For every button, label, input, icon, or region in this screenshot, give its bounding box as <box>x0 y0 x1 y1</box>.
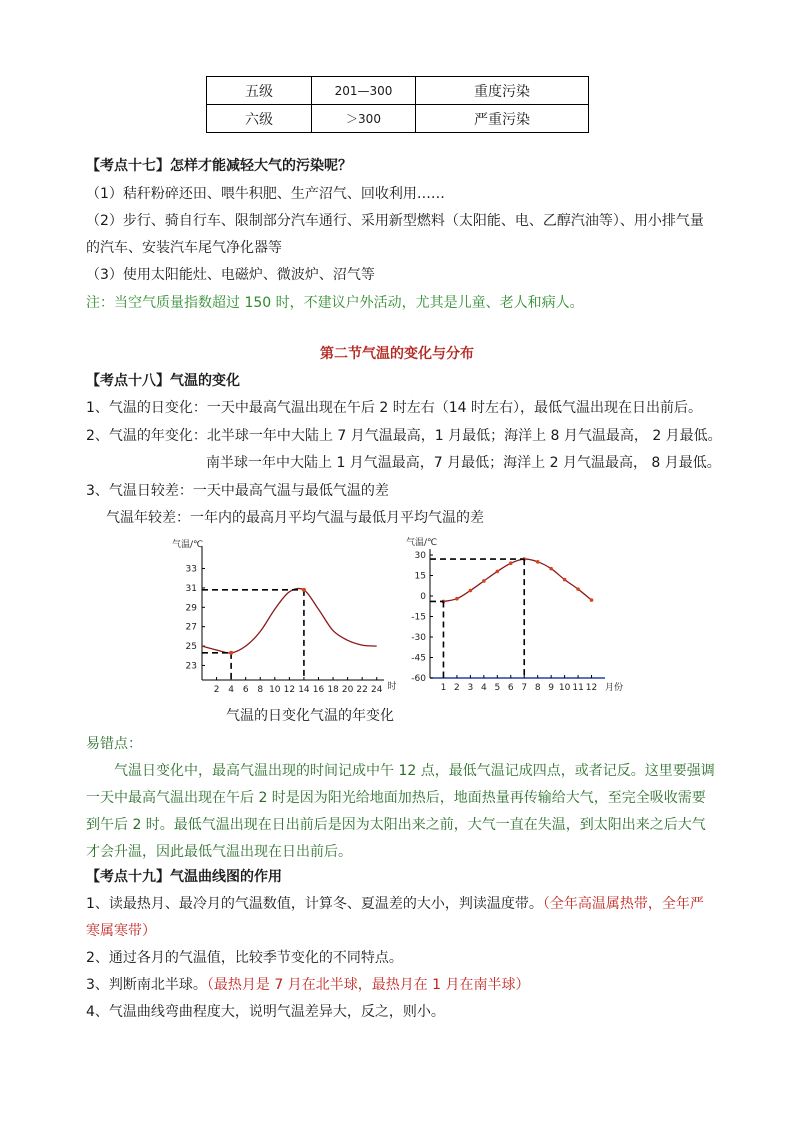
y-tick-label: 27 <box>185 622 197 633</box>
data-point <box>549 567 553 571</box>
x-tick-label: 8 <box>534 683 541 693</box>
k19-line3-note: （最热月是 7 月在北半球，最热月在 1 月在南半球） <box>206 977 530 993</box>
daily-temperature-chart <box>170 532 410 700</box>
y-tick-label: 23 <box>185 661 197 672</box>
annual-temperature-chart <box>400 532 630 700</box>
table-cell: 严重污染 <box>416 105 589 133</box>
x-tick-label: 9 <box>548 683 555 693</box>
y-tick-label: 25 <box>185 642 197 653</box>
x-axis-label: 月份 <box>604 683 624 693</box>
y-axis-label: 气温/℃ <box>406 538 438 548</box>
max-point <box>302 588 306 592</box>
k17-note: 注：当空气质量指数超过 150 时，不建议户外活动，尤其是儿童、老人和病人。 <box>86 295 584 311</box>
temperature-curve <box>444 559 592 601</box>
data-point <box>536 560 540 564</box>
k19-heading: 【考点十九】气温曲线图的作用 <box>86 869 282 885</box>
x-tick-label: 14 <box>298 685 310 695</box>
table-cell: ＞300 <box>312 105 416 133</box>
x-tick-label: 12 <box>283 685 296 695</box>
k18-line3: 南半球一年中大陆上 1 月气温最高，7 月最低；海洋上 2 月气温最高， 8 月最低。 <box>206 455 721 471</box>
x-tick-label: 24 <box>370 685 383 695</box>
k17-heading: 【考点十七】怎样才能减轻大气的污染呢？ <box>86 158 352 174</box>
min-point <box>229 651 233 655</box>
k19-line1-main: 1、读最热月、最冷月的气温数值，计算冬、夏温差的大小，判读温度带。 <box>86 896 543 912</box>
x-tick-label: 2 <box>213 685 220 695</box>
x-tick-label: 8 <box>257 685 264 695</box>
temperature-curve <box>202 588 377 653</box>
x-tick-label: 22 <box>356 685 368 695</box>
x-tick-label: 12 <box>585 683 598 693</box>
data-point <box>576 587 580 591</box>
x-tick-label: 10 <box>558 683 571 693</box>
x-tick-label: 6 <box>507 683 514 693</box>
x-tick-label: 18 <box>327 685 339 695</box>
section-title: 第二节气温的变化与分布 <box>320 346 474 362</box>
k19-line1 <box>86 894 704 914</box>
x-tick-label: 4 <box>480 683 487 693</box>
x-tick-label: 11 <box>572 683 584 693</box>
chart-caption: 气温的日变化气温的年变化 <box>226 708 394 724</box>
y-tick-label: -30 <box>411 633 426 643</box>
x-axis-label: 时 <box>387 682 397 692</box>
k18-line5: 气温年较差：一年内的最高月平均气温与最低月平均气温的差 <box>106 510 484 526</box>
k17-item3: （3）使用太阳能灶、电磁炉、微波炉、沼气等 <box>86 267 375 283</box>
k17-item1: （1）秸秆粉碎还田、喂牛积肥、生产沼气、回收利用…… <box>86 186 445 202</box>
data-point <box>496 570 500 574</box>
k19-line1-cont: 寒属寒带） <box>86 923 156 939</box>
data-point <box>590 598 594 602</box>
yicuo-p3: 到午后 2 时。最低气温出现在日出前后是因为太阳出来之前，大气一直在失温，到太阳出来之后大气 <box>86 817 706 833</box>
y-tick-label: 29 <box>185 603 197 614</box>
y-tick-label: 31 <box>185 583 197 594</box>
x-tick-label: 1 <box>440 683 447 693</box>
x-tick-label: 20 <box>341 685 354 695</box>
data-point <box>469 589 473 593</box>
data-point <box>482 579 486 583</box>
x-tick-label: 6 <box>242 685 249 695</box>
k19-line2: 2、通过各月的气温值，比较季节变化的不同特点。 <box>86 950 403 966</box>
data-point <box>455 597 459 601</box>
yicuo-p2: 一天中最高气温出现在午后 2 时是因为阳光给地面加热后，地面热量再传输给大气，至完全吸收需要 <box>86 790 706 806</box>
air-quality-table <box>206 76 589 133</box>
table-cell: 201—300 <box>312 77 416 105</box>
yicuo-heading: 易错点： <box>86 736 142 752</box>
table-row <box>207 105 589 133</box>
y-axis-label: 气温/℃ <box>172 540 204 550</box>
y-tick-label: 15 <box>414 571 426 582</box>
table-cell: 重度污染 <box>416 77 589 105</box>
x-tick-label: 7 <box>521 683 528 693</box>
y-tick-label: -60 <box>411 674 426 684</box>
y-tick-label: 30 <box>414 551 426 561</box>
y-tick-label: 33 <box>185 564 197 575</box>
k19-line3-main: 3、判断南北半球。 <box>86 977 207 993</box>
x-tick-label: 16 <box>312 685 325 695</box>
yicuo-p4: 才会升温，因此最低气温出现在日出前后。 <box>86 844 352 860</box>
k17-item2b: 的汽车、安装汽车尾气净化器等 <box>86 240 282 256</box>
k18-line1: 1、气温的日变化：一天中最高气温出现在午后 2 时左右（14 时左右），最低气温出现在日出前后。 <box>86 400 702 416</box>
x-tick-label: 2 <box>454 683 460 693</box>
k18-heading: 【考点十八】气温的变化 <box>86 373 240 389</box>
data-point <box>563 578 567 582</box>
x-tick-label: 3 <box>467 683 474 693</box>
x-tick-label: 5 <box>494 683 501 693</box>
table-cell: 六级 <box>207 105 312 133</box>
x-tick-label: 10 <box>269 685 281 695</box>
k19-line1-note: （全年高温属热带，全年严 <box>542 896 704 912</box>
x-tick-label: 4 <box>228 685 234 695</box>
y-tick-label: -15 <box>411 612 426 623</box>
k19-line4: 4、气温曲线弯曲程度大，说明气温差异大，反之，则小。 <box>86 1004 445 1020</box>
data-point <box>509 561 513 565</box>
k19-line3 <box>86 975 530 995</box>
y-tick-label: -45 <box>411 653 426 664</box>
k18-line4: 3、气温日较差：一天中最高气温与最低气温的差 <box>86 483 389 499</box>
table-cell: 五级 <box>207 77 312 105</box>
k17-item2a: （2）步行、骑自行车、限制部分汽车通行、采用新型燃料（太阳能、电、乙醇汽油等）、用小排气量 <box>86 213 704 229</box>
table-row <box>207 77 589 105</box>
k18-line2: 2、气温的年变化：北半球一年中大陆上 7 月气温最高，1 月最低；海洋上 8 月气温最高， 2 月最低。 <box>86 428 722 444</box>
y-tick-label: 0 <box>420 592 426 602</box>
yicuo-p1: 气温日变化中，最高气温出现的时间记成中午 12 点，最低气温记成四点，或者记反。这里要强调 <box>114 763 715 779</box>
